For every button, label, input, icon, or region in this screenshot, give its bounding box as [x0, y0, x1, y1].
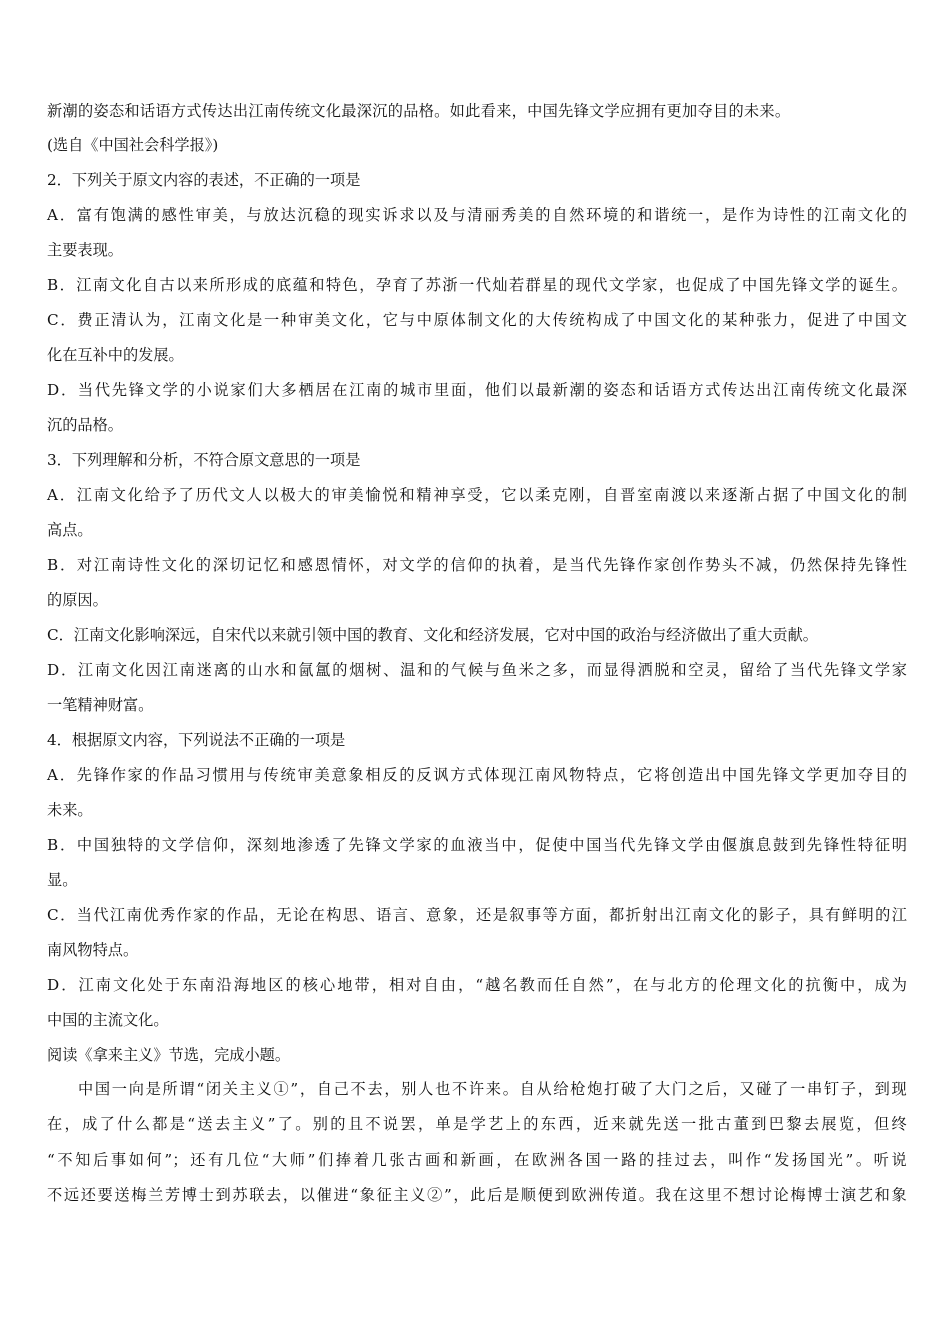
source-citation: (选自《中国社会科学报》) [47, 136, 219, 154]
question-4-option-d: D．江南文化处于东南沿海地区的核心地带，相对自由，“越名教而任自然”，在与北方的伦理文化的抗衡中，成为 [47, 976, 907, 994]
question-2-option-d-cont: 沉的品格。 [47, 416, 123, 434]
question-4-stem: 4．根据原文内容，下列说法不正确的一项是 [47, 731, 346, 749]
passage-line: 不远还要送梅兰芳博士到苏联去，以催进“象征主义②”，此后是顺便到欧洲传道。我在这里不想讨论梅博士演艺和象 [47, 1186, 907, 1204]
question-2-option-b: B．江南文化自古以来所形成的底蕴和特色，孕育了苏浙一代灿若群星的现代文学家，也促成了中国先锋文学的诞生。 [47, 276, 907, 294]
question-4-option-c-cont: 南风物特点。 [47, 941, 139, 959]
question-3-option-d: D．江南文化因江南迷离的山水和氤氲的烟树、温和的气候与鱼米之多，而显得洒脱和空灵，留给了当代先锋文学家 [47, 661, 907, 679]
question-3-option-a-cont: 高点。 [47, 521, 93, 539]
question-2-option-c: C．费正清认为，江南文化是一种审美文化，它与中原体制文化的大传统构成了中国文化的某种张力，促进了中国文 [47, 311, 907, 329]
question-2-option-a: A．富有饱满的感性审美，与放达沉稳的现实诉求以及与清丽秀美的自然环境的和谐统一，是作为诗性的江南文化的 [47, 206, 907, 224]
question-3-option-d-cont: 一笔精神财富。 [47, 696, 154, 714]
question-4-option-a: A．先锋作家的作品习惯用与传统审美意象相反的反讽方式体现江南风物特点，它将创造出中国先锋文学更加夺目的 [47, 766, 907, 784]
question-3-stem: 3．下列理解和分析，不符合原文意思的一项是 [47, 451, 361, 469]
passage-line: 在，成了什么都是“送去主义”了。别的且不说罢，单是学艺上的东西，近来就先送一批古董到巴黎去展览，但终 [47, 1115, 907, 1133]
question-4-option-a-cont: 未来。 [47, 801, 93, 819]
question-2-option-d: D．当代先锋文学的小说家们大多栖居在江南的城市里面，他们以最新潮的姿态和话语方式传达出江南传统文化最深 [47, 381, 907, 399]
question-3-option-b: B．对江南诗性文化的深切记忆和感恩情怀，对文学的信仰的执着，是当代先锋作家创作势头不减，仍然保持先锋性 [47, 556, 907, 574]
question-4-option-c: C．当代江南优秀作家的作品，无论在构思、语言、意象，还是叙事等方面，都折射出江南文化的影子，具有鲜明的江 [47, 906, 907, 924]
question-3-option-b-cont: 的原因。 [47, 591, 108, 609]
text-line: 新潮的姿态和话语方式传达出江南传统文化最深沉的品格。如此看来，中国先锋文学应拥有更加夺目的未来。 [47, 102, 791, 120]
reading-instruction: 阅读《拿来主义》节选，完成小题。 [47, 1046, 290, 1064]
passage-line: “不知后事如何”；还有几位“大师”们捧着几张古画和新画，在欧洲各国一路的挂过去，叫作“发扬国光”。听说 [47, 1151, 907, 1169]
passage-line: 中国一向是所谓“闭关主义①”，自己不去，别人也不许来。自从给枪炮打破了大门之后，又碰了一串钉子，到现 [78, 1080, 907, 1098]
question-2-stem: 2．下列关于原文内容的表述，不正确的一项是 [47, 171, 361, 189]
question-2-option-a-cont: 主要表现。 [47, 241, 123, 259]
question-2-option-c-cont: 化在互补中的发展。 [47, 346, 184, 364]
question-4-option-b: B．中国独特的文学信仰，深刻地渗透了先锋文学家的血液当中，促使中国当代先锋文学由偃旗息鼓到先锋性特征明 [47, 836, 907, 854]
question-3-option-c: C．江南文化影响深远，自宋代以来就引领中国的教育、文化和经济发展，它对中国的政治与经济做出了重大贡献。 [47, 626, 818, 644]
question-4-option-b-cont: 显。 [47, 871, 78, 889]
question-4-option-d-cont: 中国的主流文化。 [47, 1011, 169, 1029]
question-3-option-a: A．江南文化给予了历代文人以极大的审美愉悦和精神享受，它以柔克刚，自晋室南渡以来逐渐占据了中国文化的制 [47, 486, 907, 504]
